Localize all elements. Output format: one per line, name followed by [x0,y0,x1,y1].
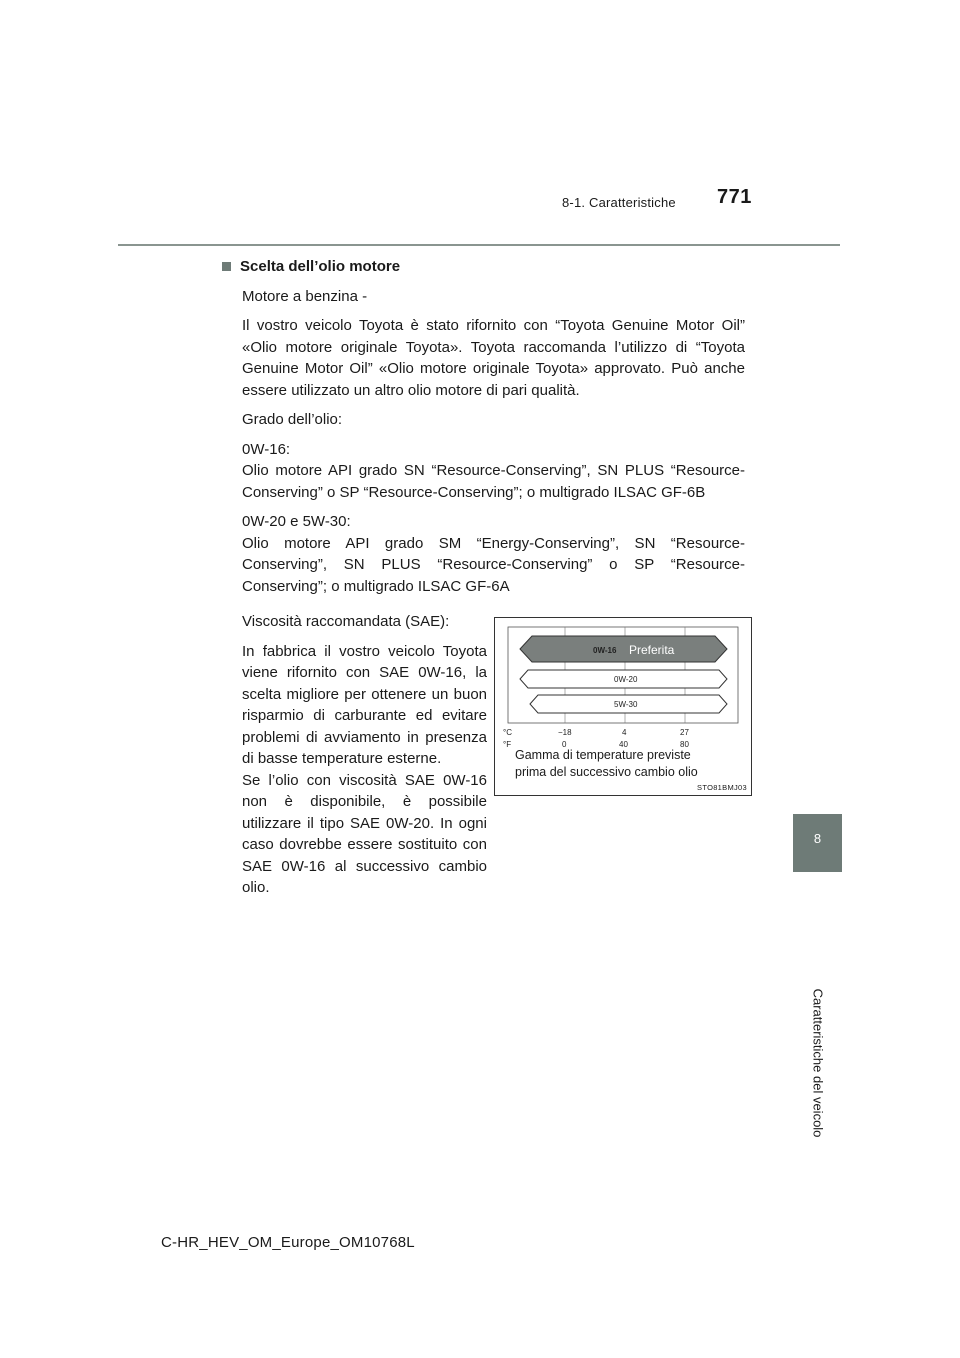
grade-0w16-title: 0W-16: [242,440,291,458]
grade-0w20-title: 0W-20 e 5W-30: [242,513,351,530]
caption-line-2: prima del successivo cambio olio [515,765,698,779]
header-divider [118,244,840,246]
chapter-tab [793,814,842,872]
main-content [222,256,745,899]
tick-f-1: 0 [562,740,567,749]
bar-0w20-label: 0W-20 [614,675,638,684]
grade-0w20-text: Olio motore API grado SM “Energy-Conserving”, SN “Resource-Conserving”, SN PLUS “Resource-Conserving” o SP “Resource-Conserving”; o multigrado ILSAC GF-6A [242,534,745,595]
viscosity-temperature-figure [494,617,752,796]
engine-type: Motore a benzina - [242,287,368,305]
bar-0w16-note: Preferita [629,643,675,657]
tick-c-1: −18 [558,728,572,737]
section-title: 8-1. Caratteristiche [562,195,676,210]
chapter-number: 8 [813,831,822,846]
viscosity-label: Viscosità raccomandata (SAE): [242,613,450,630]
heading-text: Scelta dell’olio motore [240,258,401,275]
viscosity-paragraph-2: Se l’olio con viscosità SAE 0W-16 non è disponibile, è possibile utilizzare il tipo SAE 0W-20. In ogni caso dovrebbe essere sostituito con SAE 0W-16 al successivo cambio olio. [242,771,487,896]
bar-0w16 [520,636,727,662]
chapter-title: Caratteristiche del veicolo [810,988,826,1138]
tick-c-2: 4 [622,728,627,737]
oil-grade-label: Grado dell’olio: [242,411,343,428]
grade-0w16-text: Olio motore API grado SN “Resource-Conserving”, SN PLUS “Resource-Conserving” o SP “Resource-Conserving”; o multigrado ILSAC GF-6B [242,462,745,501]
unit-celsius: °C [503,728,512,737]
bar-0w16-label: 0W-16 [593,646,617,655]
section-heading [222,256,745,278]
square-bullet-icon [222,262,231,271]
figure-caption [515,747,698,781]
viscosity-text [242,641,487,899]
tick-f-3: 80 [680,740,689,749]
figure-code: STO81BMJ03 [697,783,747,792]
page-number: 771 [717,186,752,208]
document-code: C-HR_HEV_OM_Europe_OM10768L [161,1234,415,1251]
grade-0w20-block [242,511,745,597]
tick-f-2: 40 [619,740,628,749]
unit-fahrenheit: °F [503,740,512,749]
grade-0w16-block [242,439,745,504]
bar-5w30-label: 5W-30 [614,700,638,709]
tick-c-3: 27 [680,728,689,737]
viscosity-paragraph-1: In fabbrica il vostro veicolo Toyota viene rifornito con SAE 0W-16, la scelta migliore per ottenere un buon risparmio di carburante ed evitare problemi di avviamento in presenza di basse temperature esterne. [242,642,487,767]
intro-paragraph: Il vostro veicolo Toyota è stato rifornito con “Toyota Genuine Motor Oil” «Olio motore originale Toyota». Toyota raccomanda l’utilizzo di “Toyota Genuine Motor Oil” «Olio motore originale Toyota» approvato. Può anche essere utilizzato un altro olio motore di pari qualità. [242,317,745,399]
caption-line-1: Gamma di temperature previste [515,748,691,762]
